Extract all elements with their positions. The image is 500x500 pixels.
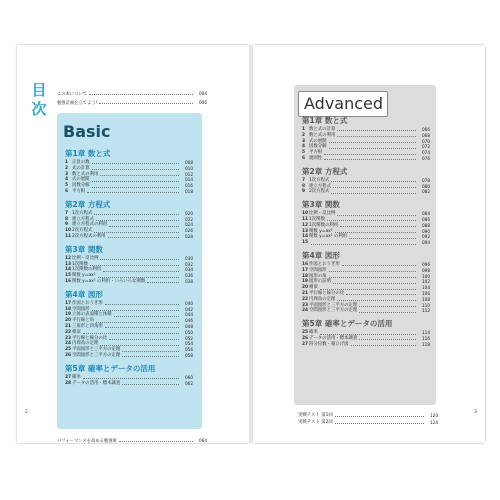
entry-label: 関数 y=ax² [72,273,96,279]
entry-number: 16 [302,261,309,267]
entry-number: 3 [65,171,69,177]
leader-dots [324,159,416,160]
entry-number: 26 [65,352,72,358]
footer-label: パフォーマンスを高める勉強術 [57,438,117,444]
entry-number: 10 [65,228,72,234]
entry-number: 9 [302,189,306,195]
entry-number: 19 [302,279,309,285]
page-number: 058 [185,352,193,358]
page-number: 054 [185,341,193,347]
test-item[interactable] [298,419,438,426]
test-item[interactable] [298,412,438,419]
entry-number: 10 [302,211,309,217]
entry-number: 26 [302,335,309,341]
intro-item[interactable] [57,89,207,98]
entry-label: 円周角の定理 [72,341,99,347]
page-number: 074 [422,150,430,156]
page-number: 006 [199,100,207,105]
toc-entry[interactable] [65,381,193,387]
page-number: 034 [185,267,193,273]
leader-dots [94,214,179,215]
leader-dots [92,163,179,164]
entry-number: 24 [302,308,309,314]
entry-label: データの活用・標本調査 [309,335,358,341]
toc-entry[interactable] [65,234,193,240]
leader-dots [105,327,179,328]
entry-label: 1次関数の利用 [309,222,339,228]
page-number: 016 [185,183,193,189]
entry-label: 比例・反比例 [309,211,336,217]
leader-dots [346,294,416,295]
page-number: 086 [422,216,430,222]
page-number: 066 [422,127,430,132]
leader-dots [96,220,179,221]
leader-dots [92,169,179,170]
leader-dots [337,215,416,216]
entry-number: 12 [302,222,309,228]
entry-label: 連立方程式の利用 [72,222,108,228]
leader-dots [122,356,179,357]
leader-dots [103,271,179,272]
leader-dots [359,306,416,307]
leader-dots [331,193,416,194]
entry-number: 16 [65,278,72,284]
entry-label: 1次関数の利用 [72,267,102,273]
entry-number: 21 [302,290,309,296]
leader-dots [359,312,416,313]
entry-number: 23 [65,335,72,341]
page-number: 026 [185,228,193,234]
page-number: 076 [422,155,430,161]
basic-section [57,113,202,429]
entry-number: 6 [65,188,69,194]
leader-dots [335,423,424,424]
toc-entry[interactable] [65,279,193,285]
leader-dots [342,265,416,266]
page-number: 078 [422,177,430,183]
toc-entry[interactable] [302,189,430,195]
page-number: 010 [185,165,193,171]
leader-dots [337,300,416,301]
entry-number: 14 [65,267,72,273]
entry-number: 18 [65,306,72,312]
entry-label: 数と式の利用 [72,171,99,177]
entry-number: 11 [302,216,309,222]
entry-number: 14 [302,234,309,240]
entry-label: 空間図形と三平方の定理 [72,352,121,358]
leader-dots [320,334,416,335]
entry-label: 規則性 [309,155,323,161]
leader-dots [335,232,416,233]
page-number: 082 [422,189,430,195]
entry-label: 確率 [72,374,81,380]
entry-label: 平行線と線分の比 [72,335,108,341]
page-number: 024 [185,222,193,228]
page-number: 012 [185,171,193,177]
entry-label: 1次方程式 [72,210,93,216]
entry-label: 数と式の計算 [309,127,336,132]
page-number: 028 [185,233,193,239]
entry-label: 円周角の定理 [309,296,336,302]
page-number: 014 [185,177,193,183]
chapter-heading[interactable]: 第1章 数と式 [302,116,348,125]
page-number: 092 [422,234,430,240]
leader-dots [359,339,416,340]
entry-number: 20 [65,318,72,324]
page-number: 108 [422,296,430,302]
entry-number: 1 [302,127,306,132]
leader-dots [92,310,179,311]
leader-dots [94,232,179,233]
entry-label: 関数 y=ax² の利用・いろいろな関数 [72,278,146,284]
leader-dots [122,351,179,352]
page-number: 020 [185,210,193,216]
page-number: 044 [185,312,193,318]
page-number: 100 [422,273,430,279]
right-page [253,45,485,443]
page-number: 118 [422,341,430,347]
entry-label: 式の展開 [72,177,90,183]
chapter-heading[interactable]: 第3章 関数 [65,244,103,254]
entry-number: 4 [302,144,306,150]
leader-dots [108,237,179,238]
page-number: 040 [185,300,193,306]
leader-dots [324,154,416,155]
page-number: 090 [422,228,430,234]
entry-label: 2次方程式の利用 [72,233,106,239]
entry-number: 8 [65,216,69,222]
entry-number: 25 [302,330,309,336]
entry-number: 19 [65,312,72,318]
leader-dots [98,277,179,278]
footer-item[interactable] [57,437,207,444]
entry-number: 2 [65,165,69,171]
leader-dots [89,94,193,95]
page-number: 104 [422,285,430,291]
entry-label: 図形の証明 [309,279,331,285]
entry-number: 11 [65,233,72,239]
leader-dots [114,316,179,317]
leader-dots [87,192,179,193]
page-number: 052 [185,335,193,341]
entry-label: 確率 [309,330,318,336]
entry-label: 平行線と線分の比 [309,290,345,296]
leader-dots [92,181,179,182]
leader-dots [329,277,416,278]
practice-tests [298,412,438,426]
entry-number: 21 [65,323,72,329]
leader-dots [340,226,416,227]
leader-dots [333,187,416,188]
intro-item[interactable] [57,98,207,107]
page-number: 096 [422,261,430,267]
toc-entry[interactable] [65,189,193,195]
section-title-advanced: Advanced [298,91,388,117]
entry-label: 1次関数 [309,216,325,222]
entry-number: 13 [65,261,72,267]
leader-dots [349,238,416,239]
entry-label: 平面図形と三平方の定理 [309,302,358,308]
entry-number: 8 [302,183,306,189]
leader-dots [83,333,179,334]
page-number: 116 [422,335,430,341]
page-number: 032 [185,261,193,267]
entry-label: 作図とおうぎ形 [309,261,340,267]
entry-label: 関数 y=ax² [309,228,333,234]
entry-label: 平面図形と三平方の定理 [72,347,121,353]
entry-label: 2次方程式 [309,189,330,195]
page-number: 088 [422,222,430,228]
entry-number: 3 [302,138,306,144]
entry-label: 四分位数・箱ひげ図 [309,341,349,347]
entry-number: 6 [302,155,306,161]
entry-number: 9 [65,222,69,228]
leader-dots [83,378,179,379]
page-number: 084 [422,211,430,217]
leader-dots [335,416,424,417]
entry-number: 5 [302,150,306,156]
entry-number: 18 [302,273,309,279]
page-number: 004 [199,91,207,96]
page-number: 046 [185,318,193,324]
entry-label: 式の展開 [309,138,327,144]
toc-entry[interactable] [302,308,430,314]
leader-dots [109,339,179,340]
page-number: 008 [185,160,193,165]
leader-dots [100,175,179,176]
entry-label: 図形の角 [309,273,327,279]
entry-number: 7 [302,177,306,183]
leader-dots [147,282,179,283]
entry-number: 1 [65,160,69,165]
entry-number: 23 [302,302,309,308]
page-folio: 2 [25,410,28,415]
entry-number: 17 [302,267,309,273]
page-number: 048 [185,323,193,329]
entry-label: 因数分解 [72,183,90,189]
leader-dots [327,220,416,221]
page-number: 102 [422,279,430,285]
entry-label: 平方根 [309,150,323,156]
entry-label: 空間図形と三平方の定理 [309,308,358,314]
test-label: 実戦テスト 第1回 [298,412,333,418]
leader-dots [331,181,416,182]
toc-entry[interactable] [302,342,430,348]
page-number: 018 [185,188,193,194]
page-number: 036 [185,273,193,279]
page-number: 068 [422,132,430,138]
chapter-heading[interactable]: 第1章 数と式 [65,149,111,158]
entry-label: 比例・反比例 [72,255,99,261]
page-number: 060 [185,374,193,380]
page-number: 120 [430,412,438,418]
advanced-section [294,85,436,405]
entry-number: 15 [65,273,72,279]
toc-entry[interactable] [65,353,193,359]
page-number: 098 [422,267,430,273]
leader-dots [109,226,179,227]
entry-number: 5 [65,183,69,189]
page-number: 112 [422,308,430,314]
entry-label: 2次方程式 [72,228,93,234]
leader-dots [92,187,179,188]
entry-label: 因数分解 [309,144,327,150]
entry-label: 1次関数 [72,261,88,267]
entry-label: 三角形と四角形 [72,323,103,329]
entry-number: 25 [65,347,72,353]
section-title-basic: Basic [63,122,111,141]
entry-number: 24 [65,341,72,347]
chapter-heading[interactable]: 第5章 確率とデータの活用 [302,319,393,329]
entry-label: 作図とおうぎ形 [72,300,103,306]
entry-number: 13 [302,228,309,234]
entry-number: 2 [302,132,306,138]
entry-number: 17 [65,300,72,306]
toc-entry[interactable] [302,156,430,162]
leader-dots [329,142,416,143]
page-number: 030 [185,255,193,261]
entry-label: 数と式の利用 [309,132,336,138]
toc-heading: 目次 [31,81,47,118]
chapter-heading[interactable]: 第4章 図形 [65,289,103,299]
entry-number: 15 [302,240,309,246]
basic-chapter-list [61,148,193,386]
advanced-chapter-list [298,115,430,348]
page-number: 042 [185,306,193,312]
leader-dots [329,271,416,272]
leader-dots [90,265,179,266]
intro-list [57,89,207,107]
entry-label: 立体の表面積と体積 [72,312,112,318]
leader-dots [337,136,416,137]
page-number: 106 [422,290,430,296]
entry-label: 平方根 [72,188,86,194]
chapter-heading[interactable]: 第4章 図形 [302,250,340,260]
entry-label: 1次方程式 [309,177,330,183]
page-number: 094 [422,240,430,246]
page-number: 064 [199,438,207,443]
intro-label: この本について [57,91,87,97]
intro-label: 勉強計画を立てよう! [57,100,98,106]
entry-number: 7 [65,210,69,216]
page-number: 062 [185,380,193,386]
chapter-heading[interactable]: 第3章 関数 [302,200,340,210]
chapter-heading[interactable]: 第2章 方程式 [65,199,111,209]
leader-dots [337,130,416,131]
entry-label: 相似 [72,329,81,335]
entry-label: 空間図形 [309,267,327,273]
entry-label: 相似 [309,285,318,291]
leader-dots [329,148,416,149]
entry-number: 28 [65,380,72,386]
entry-label: データの活用・標本調査 [72,380,121,386]
leader-dots [119,441,193,442]
leader-dots [96,322,179,323]
page-number: 110 [422,302,430,308]
chapter-heading[interactable]: 第2章 方程式 [302,166,348,176]
leader-dots [99,103,193,104]
entry-label: 連立方程式 [309,183,331,189]
test-label: 実戦テスト 第2回 [298,419,333,425]
page-number: 080 [422,183,430,189]
leader-dots [320,289,416,290]
leader-dots [351,345,416,346]
page-number: 056 [185,347,193,353]
leader-dots [105,304,179,305]
entry-number: 22 [65,329,72,335]
entry-label: 空間図形 [72,306,90,312]
entry-number: 4 [65,177,69,183]
leader-dots [100,345,179,346]
page-number: 038 [185,278,193,284]
entry-number: 22 [302,296,309,302]
entry-number: 20 [302,285,309,291]
page-folio: 3 [474,410,477,415]
leader-dots [311,244,416,245]
leader-dots [333,283,416,284]
chapter-heading[interactable]: 第5章 確率とデータの活用 [65,363,156,373]
leader-dots [100,259,179,260]
toc-entry[interactable] [302,240,430,246]
entry-number: 27 [65,374,72,380]
left-page [17,45,249,443]
entry-number: 27 [302,341,309,347]
page-number: 072 [422,144,430,150]
entry-label: 式の計算 [72,165,90,171]
page-number: 114 [422,330,430,336]
entry-label: 正負の数 [72,160,90,165]
page-number: 022 [185,216,193,222]
entry-label: 関数 y=ax² の利用 [309,234,348,240]
entry-label: 平行線と角 [72,318,94,324]
leader-dots [122,384,179,385]
entry-label: 連立方程式 [72,216,94,222]
entry-number: 12 [65,255,72,261]
page-number: 050 [185,329,193,335]
page-number: 070 [422,138,430,144]
page-number: 124 [430,419,438,425]
